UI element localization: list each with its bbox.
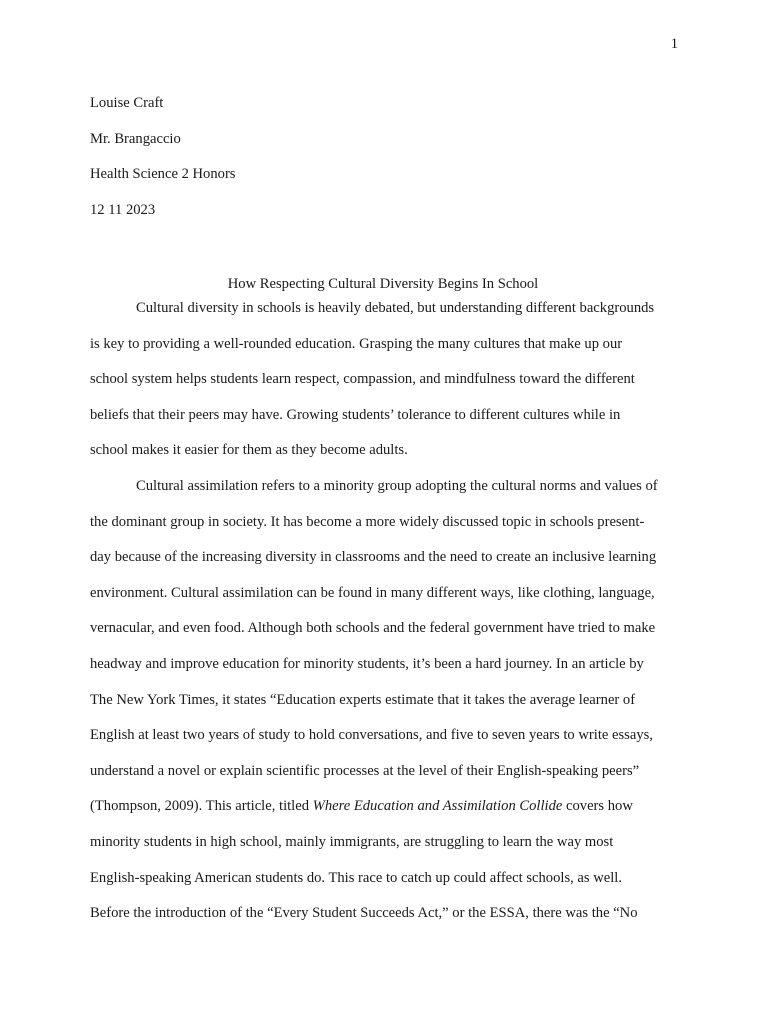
text-line: day because of the increasing diversity in classrooms and the need to create an inclusive learning [90,549,657,566]
text-line: Cultural diversity in schools is heavily debated, but understanding different backgrounds [136,300,655,316]
essay-title: How Respecting Cultural Diversity Begins In School [227,276,539,292]
paragraph-1 [90,291,676,469]
text-line: beliefs that their peers may have. Growing students’ tolerance to different cultures while in [90,406,621,423]
text-line: school makes it easier for them as they become adults. [90,442,408,459]
paragraph-2 [90,469,676,932]
text-line: is key to providing a well-rounded education. Grasping the many cultures that make up our [90,335,623,352]
text-line: understand a novel or explain scientific processes at the level of their English-speaking peers” [90,762,640,779]
date: 12 11 2023 [90,201,156,218]
student-name: Louise Craft [90,95,164,111]
text-line: minority students in high school, mainly immigrants, are struggling to learn the way most [90,833,614,850]
text-line: English-speaking American students do. This race to catch up could affect schools, as well. [90,869,622,886]
article-title: Where Education and Assimilation Collide [312,798,563,815]
text-line: environment. Cultural assimilation can be found in many different ways, like clothing, language, [90,584,655,601]
text-line: English at least two years of study to hold conversations, and five to seven years to write essays, [90,727,653,744]
text-line: the dominant group in society. It has become a more widely discussed topic in schools present- [90,513,645,530]
essay-body [90,291,676,932]
text-line: school system helps students learn respect, compassion, and mindfulness toward the different [90,371,635,388]
text-line: vernacular, and even food. Although both schools and the federal government have tried to make [90,620,656,637]
page-number: 1 [670,36,678,52]
teacher-name: Mr. Brangaccio [90,130,181,147]
text-line: The New York Times, it states “Education experts estimate that it takes the average learner of [90,691,636,708]
citation-text-end: covers how [562,798,633,815]
mla-header [90,93,680,235]
citation-line [90,789,676,825]
text-line: headway and improve education for minority students, it’s been a hard journey. In an article by [90,655,644,672]
citation-text: (Thompson, 2009). This article, titled [90,798,313,815]
text-line: Before the introduction of the “Every Student Succeeds Act,” or the ESSA, there was the “No [90,905,638,922]
course-name: Health Science 2 Honors [90,166,236,183]
text-line: Cultural assimilation refers to a minority group adopting the cultural norms and values of [136,477,658,494]
